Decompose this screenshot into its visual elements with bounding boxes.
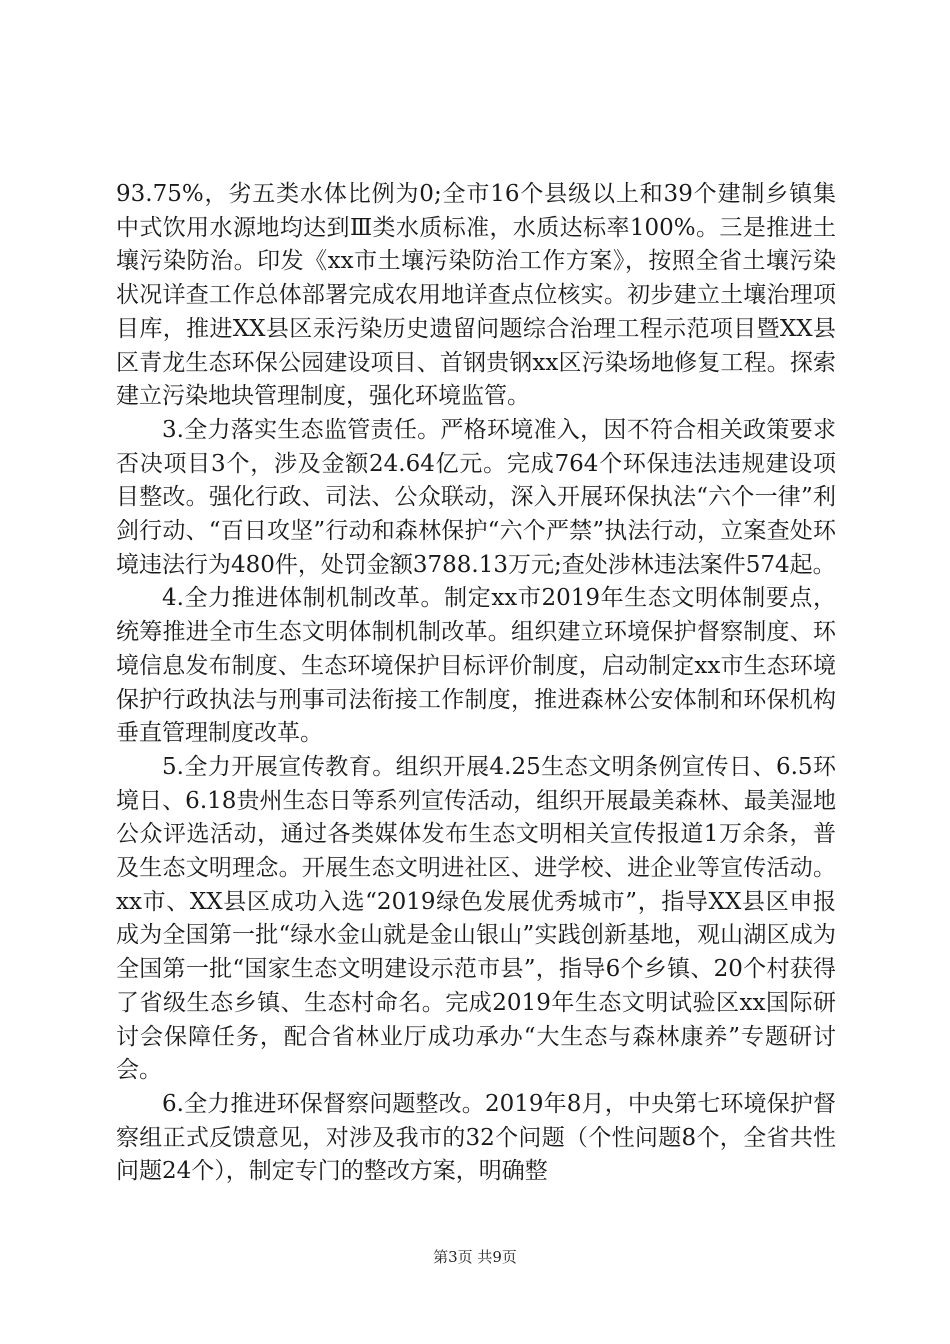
paragraph-item-3: 3.全力落实生态监管责任。严格环境准入，因不符合相关政策要求否决项目3个，涉及金额24.64亿元。完成764个环保违法违规建设项目整改。强化行政、司法、公众联动，深入开展环保执法“六个一律”利剑行动、“百日攻坚”行动和森林保护“六个严禁”执法行动，立案查处环境违法行为480件，处罚金额3788.13万元;查处涉林违法案件574起。 (116, 416, 836, 578)
document-body (116, 178, 836, 1189)
paragraph-continuation: 93.75%，劣五类水体比例为0;全市16个县级以上和39个建制乡镇集中式饮用水源地均达到Ⅲ类水质标准，水质达标率100%。三是推进土壤污染防治。印发《xx市土壤污染防治工作方案》，按照全省土壤污染状况详查工作总体部署完成农用地详查点位核实。初步建立土壤治理项目库，推进XX县区汞污染历史遗留问题综合治理工程示范项目暨XX县区青龙生态环保公园建设项目、首钢贵钢xx区污染场地修复工程。探索建立污染地块管理制度，强化环境监管。 (116, 181, 836, 410)
paragraph-item-4: 4.全力推进体制机制改革。制定xx市2019年生态文明体制要点，统筹推进全市生态文明体制机制改革。组织建立环境保护督察制度、环境信息发布制度、生态环境保护目标评价制度，启动制定xx市生态环境保护行政执法与刑事司法衔接工作制度，推进森林公安体制和环保机构垂直管理制度改革。 (116, 585, 836, 747)
paragraph-item-5: 5.全力开展宣传教育。组织开展4.25生态文明条例宣传日、6.5环境日、6.18贵州生态日等系列宣传活动，组织开展最美森林、最美湿地公众评选活动，通过各类媒体发布生态文明相关宣传报道1万余条，普及生态文明理念。开展生态文明进社区、进学校、进企业等宣传活动。xx市、XX县区成功入选“2019绿色发展优秀城市”，指导XX县区申报成为全国第一批“绿水金山就是金山银山”实践创新基地，观山湖区成为全国第一批“国家生态文明建设示范市县”，指导6个乡镇、20个村获得了省级生态乡镇、生态村命名。完成2019年生态文明试验区xx国际研讨会保障任务，配合省林业厅成功承办“大生态与森林康养”专题研讨会。 (116, 753, 836, 1084)
page-number-footer: 第3页 共9页 (433, 1248, 517, 1266)
paragraph-item-6: 6.全力推进环保督察问题整改。2019年8月，中央第七环境保护督察组正式反馈意见，对涉及我市的32个问题（个性问题8个，全省共性问题24个），制定专门的整改方案，明确整 (116, 1090, 836, 1185)
